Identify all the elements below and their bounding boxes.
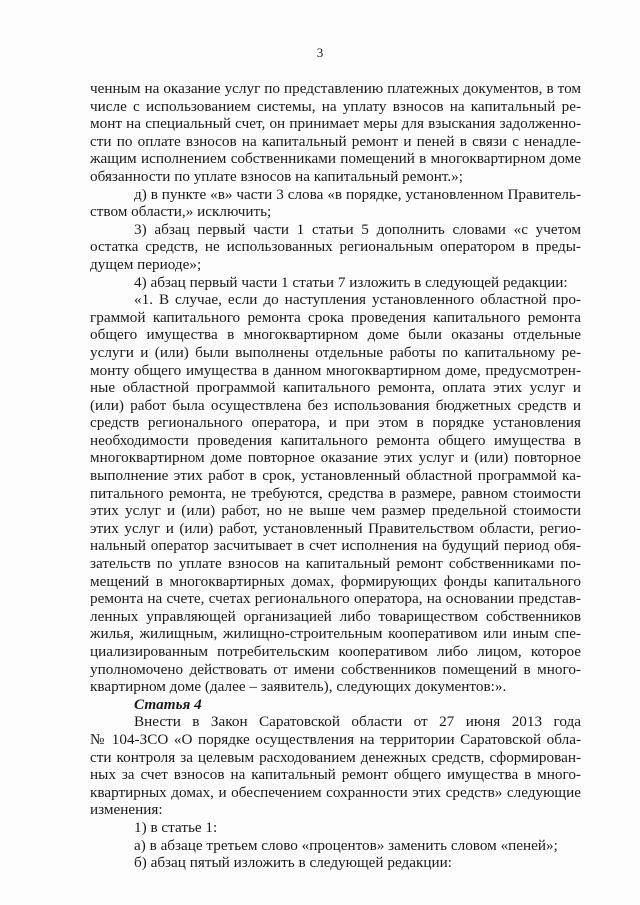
text-line: этих услуг и (или) работ, установленный Правительством области, регио- bbox=[90, 519, 581, 537]
text-line: монту общего имущества в данном многоквартирном доме, предусмотрен- bbox=[90, 361, 581, 379]
text-line: мещений в многоквартирных домах, формирующих фонды капитального bbox=[90, 572, 581, 590]
text-line: сти контроля за целевым расходованием денежных средств, сформирован- bbox=[90, 748, 581, 766]
page-number: 3 bbox=[316, 45, 324, 60]
text-line: 1) в статье 1: bbox=[134, 818, 218, 836]
text-line: числе с использованием системы, на уплату взносов на капитальный ре- bbox=[90, 97, 581, 115]
section-heading: Статья 4 bbox=[134, 695, 202, 713]
text-line: 3) абзац первый части 1 статьи 5 дополнить словами «с учетом bbox=[134, 220, 581, 238]
text-line: а) в абзаце третьем слово «процентов» заменить словом «пеней»; bbox=[134, 836, 558, 854]
text-line: выполнение этих работ в срок, установленный областной программой ка- bbox=[90, 467, 581, 485]
text-line: изменения: bbox=[90, 801, 163, 819]
text-line: квартирном доме (далее – заявитель), следующих документов:». bbox=[90, 678, 507, 696]
text-line: питального ремонта, не требуются, средства в размере, равном стоимости bbox=[90, 484, 581, 502]
text-line: остатка средств, не использованных региональным оператором в преды- bbox=[90, 238, 581, 256]
text-line: жилья, жилищным, жилищно-строительным кооперативом или иным спе- bbox=[90, 625, 581, 643]
text-line: циализированным потребительским кооперативом либо лицом, которое bbox=[90, 643, 581, 660]
text-line: (или) работ была осуществлена без использования бюджетных средств и bbox=[90, 396, 581, 414]
text-line: услуги и (или) были выполнены отдельные работы по капитальному ре- bbox=[90, 343, 581, 361]
text-line: необходимости проведения капитального ремонта общего имущества в bbox=[90, 431, 581, 449]
text-line: б) абзац пятый изложить в следующей редакции: bbox=[134, 854, 452, 872]
text-line: обязанности по уплате взносов на капитальный ремонт.»; bbox=[90, 167, 463, 185]
text-line: этих услуг и (или) работ, но не выше чем размер предельной стоимости bbox=[90, 502, 581, 520]
text-line: ченным на оказание услуг по представлению платежных документов, в том bbox=[90, 80, 581, 97]
text-line: уполномочено действовать от имени собственников помещений в много- bbox=[90, 660, 581, 678]
text-line: многоквартирном доме повторное оказание этих услуг и (или) повторное bbox=[90, 449, 581, 467]
text-line: общего имущества в многоквартирном доме были оказаны отдельные bbox=[90, 326, 581, 344]
text-line: ные областной программой капитального ремонта, оплата этих услуг и bbox=[90, 379, 581, 397]
text-line: квартирных домах, и обеспечением сохранности этих средств» следующие bbox=[90, 783, 581, 801]
text-line: ных за счет взносов на капитальный ремонт общего имущества в много- bbox=[90, 766, 581, 784]
text-line: сти по оплате взносов на капитальный ремонт и пеней в связи с ненадле- bbox=[90, 132, 581, 150]
text-line: монт на специальный счет, он принимает меры для взыскания задолженно- bbox=[90, 115, 581, 133]
document-body bbox=[90, 80, 581, 872]
text-line: средств регионального оператора, и при этом в порядке установления bbox=[90, 414, 581, 432]
text-line: ремонта на счете, счетах регионального оператора, на основании представ- bbox=[90, 590, 581, 608]
text-line: жащим исполнением собственниками помещений в многоквартирном доме bbox=[90, 150, 581, 168]
text-line: зательств по уплате взносов на капитальный ремонт собственниками по- bbox=[90, 555, 581, 573]
text-line: ством области,» исключить; bbox=[90, 203, 272, 221]
text-line: д) в пункте «в» части 3 слова «в порядке, установленном Правитель- bbox=[134, 185, 581, 203]
text-line: дущем периоде»; bbox=[90, 255, 202, 273]
text-line: нальный оператор засчитывает в счет исполнения на будущий период обя- bbox=[90, 537, 581, 555]
text-line: граммой капитального ремонта срока проведения капитального ремонта bbox=[90, 308, 581, 326]
text-line: № 104-ЗСО «О порядке осуществления на территории Саратовской обла- bbox=[90, 730, 581, 748]
text-line: ленных управляющей организацией либо товариществом собственников bbox=[90, 607, 581, 625]
text-line: Внести в Закон Саратовской области от 27 июня 2013 года bbox=[134, 713, 581, 731]
text-line: «1. В случае, если до наступления установленного областной про- bbox=[134, 291, 581, 309]
text-line: 4) абзац первый части 1 статьи 7 изложить в следующей редакции: bbox=[134, 273, 568, 291]
